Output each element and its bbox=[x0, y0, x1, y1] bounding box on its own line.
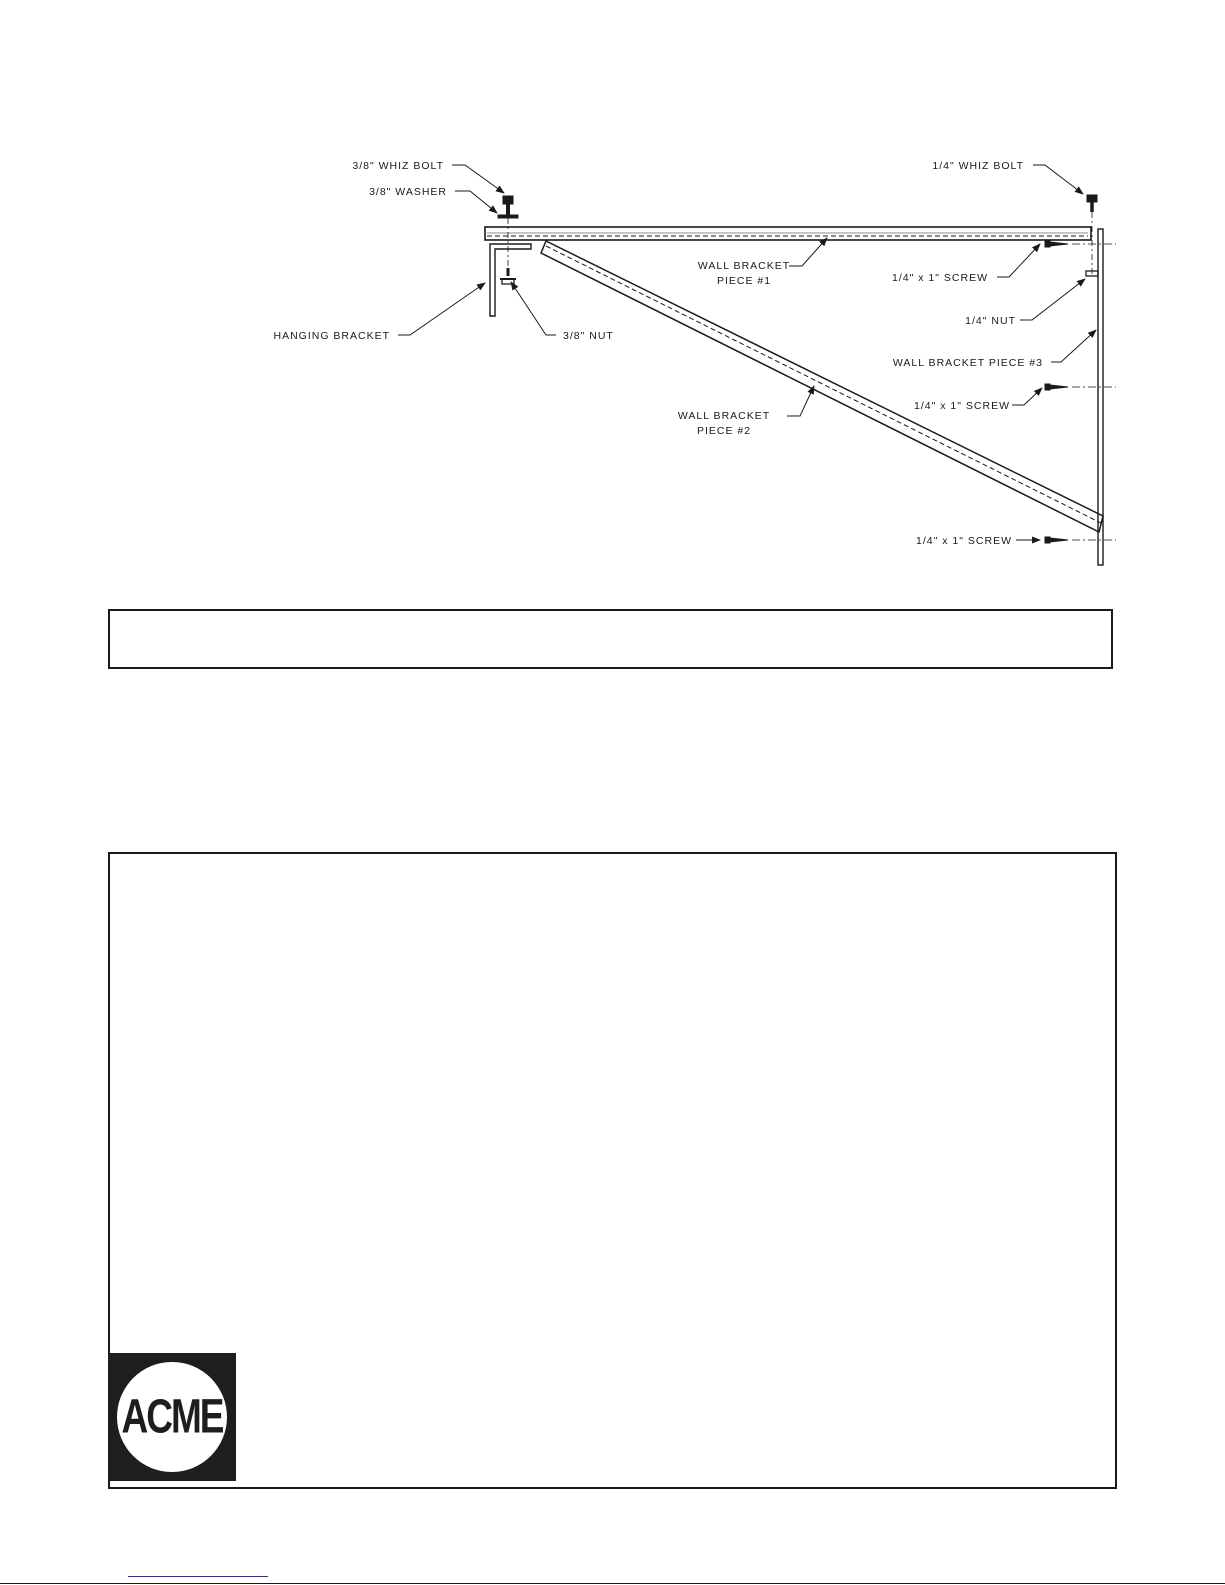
leader-lines bbox=[398, 165, 1096, 540]
label-whiz-bolt-14: 1/4" WHIZ BOLT bbox=[932, 160, 1024, 172]
screw-middle bbox=[1045, 384, 1116, 390]
bracket-assembly-diagram bbox=[0, 0, 1225, 600]
label-whiz-bolt-38: 3/8" WHIZ BOLT bbox=[352, 160, 444, 172]
logo-circle bbox=[117, 1362, 227, 1472]
label-nut-38: 3/8" NUT bbox=[563, 330, 614, 342]
screw-upper bbox=[1045, 241, 1116, 247]
label-washer-38: 3/8" WASHER bbox=[369, 186, 447, 198]
label-screw-upper: 1/4" x 1" SCREW bbox=[892, 272, 988, 284]
label-nut-14: 1/4" NUT bbox=[965, 315, 1016, 327]
whiz-bolt-38 bbox=[503, 196, 513, 215]
wall-bracket-piece-2 bbox=[541, 241, 1103, 532]
footer-rule bbox=[0, 1583, 1225, 1584]
label-piece-3: WALL BRACKET PIECE #3 bbox=[892, 357, 1043, 369]
empty-notice-box bbox=[108, 609, 1113, 669]
content-frame bbox=[108, 852, 1117, 1489]
logo-text: ACME bbox=[121, 1389, 223, 1443]
whiz-bolt-14 bbox=[1087, 195, 1097, 212]
label-screw-lower: 1/4" x 1" SCREW bbox=[916, 535, 1012, 547]
label-hanging-bracket: HANGING BRACKET bbox=[273, 330, 390, 342]
washer-38 bbox=[498, 215, 518, 218]
label-piece-2-line-1: WALL BRACKET bbox=[677, 410, 771, 422]
label-piece-2-line-2: PIECE #2 bbox=[696, 425, 752, 437]
label-piece-1-line-1: WALL BRACKET bbox=[697, 260, 791, 272]
wall-bracket-piece-1 bbox=[485, 227, 1091, 240]
label-piece-1-line-2: PIECE #1 bbox=[716, 275, 772, 287]
screw-lower bbox=[1045, 537, 1116, 543]
nut-38 bbox=[500, 268, 516, 284]
acme-logo bbox=[108, 1353, 236, 1481]
footer-link-rule bbox=[128, 1576, 268, 1577]
label-screw-middle: 1/4" x 1" SCREW bbox=[914, 400, 1010, 412]
